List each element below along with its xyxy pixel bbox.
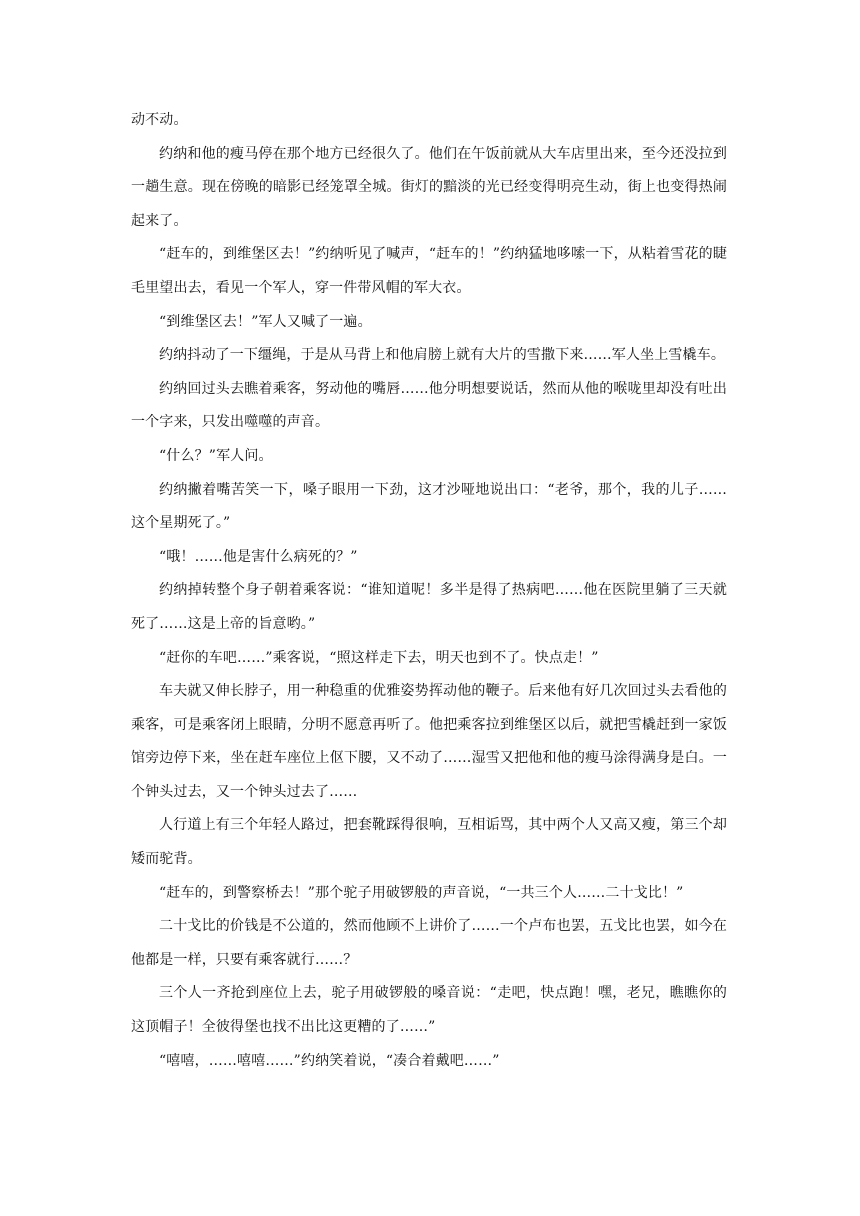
paragraph: 约纳回过头去瞧着乘客，努动他的嘴唇……他分明想要说话，然而从他的喉咙里却没有吐出一个字来，只发出噬噬的声音。 bbox=[131, 380, 727, 431]
paragraph: “赶车的，到警察桥去！”那个驼子用破锣般的声音说，“一共三个人……二十戈比！” bbox=[159, 884, 684, 901]
paragraph: “哦！……他是害什么病死的？” bbox=[159, 548, 358, 565]
paragraph-continued: 动不动。 bbox=[131, 112, 188, 128]
paragraph: “赶你的车吧……”乘客说，“照这样走下去，明天也到不了。快点走！” bbox=[159, 649, 599, 666]
paragraph: 约纳撇着嘴苦笑一下，嗓子眼用一下劲，这才沙哑地说出口：“老爷，那个，我的儿子……这个星期死了。” bbox=[131, 481, 727, 532]
paragraph: “到维堡区去！”军人又喊了一遍。 bbox=[159, 313, 372, 330]
story-text bbox=[131, 104, 727, 1078]
paragraph: 车夫就又伸长脖子，用一种稳重的优雅姿势挥动他的鞭子。后来他有好几次回过头去看他的乘客，可是乘客闭上眼睛，分明不愿意再听了。他把乘客拉到维堡区以后，就把雪橇赶到一家饭馆旁边停下来，坐在赶车座位上伛下腰，又不动了……湿雪又把他和他的瘦马涂得满身是白。一个钟头过去，又一个钟头过去了…… bbox=[131, 683, 727, 800]
paragraph: 人行道上有三个年轻人路过，把套靴踩得很响，互相诟骂，其中两个人又高又瘦，第三个却矮而驼背。 bbox=[131, 817, 727, 868]
paragraph: “什么？”军人问。 bbox=[159, 447, 273, 464]
paragraph: “赶车的，到维堡区去！”约纳听见了喊声，“赶车的！”约纳猛地哆嗦一下，从粘着雪花的睫毛里望出去，看见一个军人，穿一件带风帽的军大衣。 bbox=[131, 246, 727, 296]
paragraph: 约纳掉转整个身子朝着乘客说：“谁知道呢！多半是得了热病吧……他在医院里躺了三天就死了……这是上帝的旨意哟。” bbox=[131, 582, 727, 632]
paragraph: “嘻嘻，……嘻嘻……”约纳笑着说，“凑合着戴吧……” bbox=[159, 1052, 500, 1069]
paragraph: 三个人一齐抢到座位上去，驼子用破锣般的嗓音说：“走吧，快点跑！嘿，老兄，瞧瞧你的这顶帽子！全彼得堡也找不出比这更糟的了……” bbox=[131, 985, 727, 1036]
paragraph: 二十戈比的价钱是不公道的，然而他顾不上讲价了……一个卢布也罢，五戈比也罢，如今在他都是一样，只要有乘客就行……？ bbox=[131, 918, 727, 968]
paragraph: 约纳和他的瘦马停在那个地方已经很久了。他们在午饭前就从大车店里出来，至今还没拉到一趟生意。现在傍晚的暗影已经笼罩全城。街灯的黯淡的光已经变得明亮生动，街上也变得热闹起来了。 bbox=[131, 145, 727, 229]
paragraph: 约纳抖动了一下缰绳，于是从马背上和他肩膀上就有大片的雪撒下来……军人坐上雪橇车。 bbox=[159, 347, 725, 364]
